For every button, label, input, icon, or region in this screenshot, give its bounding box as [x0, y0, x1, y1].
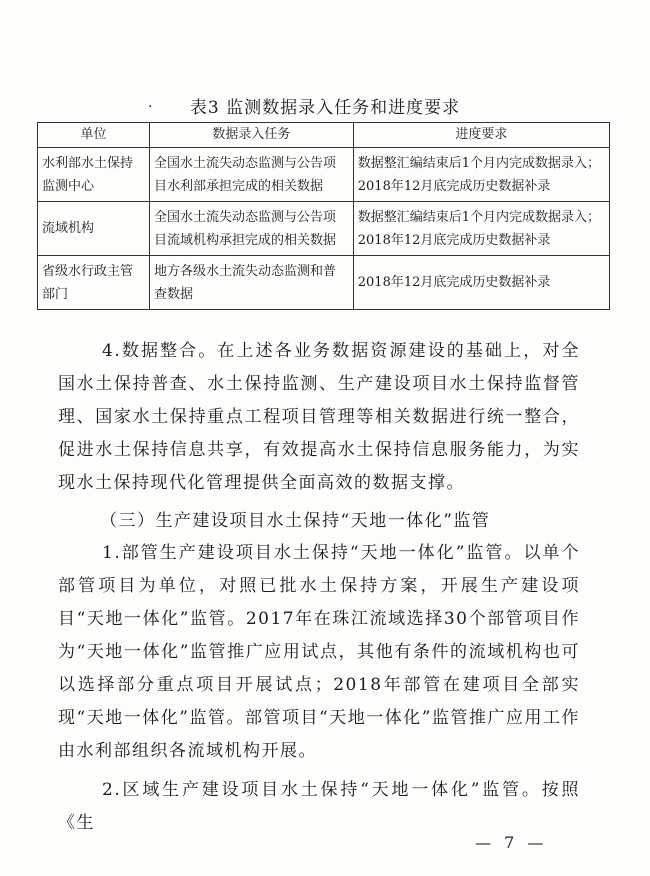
cell-task: 全国水土流失动态监测与公告项目水利部承担完成的相关数据 [149, 148, 353, 202]
table-row [38, 148, 610, 202]
paragraph-ministry-supervision: 1.部管生产建设项目水土保持“天地一体化”监管。以单个部管项目为单位，对照已批水土保持方案，开展生产建设项目“天地一体化”监管。2017年在珠江流域选择30个部管项目作为“天地一体化”监管推广应用试点，其他有条件的流域机构也可以选择部分重点项目开展试点；2018年部管在建项目全部实现“天地一体化”监管。部管项目“天地一体化”监管推广应用工作由水利部组织各流域机构开展。 [58, 543, 580, 761]
cell-task: 全国水土流失动态监测与公告项目流域机构承担完成的相关数据 [149, 202, 353, 256]
cell-unit: 水利部水土保持监测中心 [38, 148, 150, 202]
cell-progress: 数据整汇编结束后1个月内完成数据录入；2018年12月底完成历史数据补录 [353, 148, 609, 202]
cell-progress: 2018年12月底完成历史数据补录 [353, 256, 609, 310]
page-number: — 7 — [475, 833, 548, 852]
paragraph-data-integration: 4.数据整合。在上述各业务数据资源建设的基础上，对全国水土保持普查、水土保持监测、生产建设项目水土保持监督管理、国家水土保持重点工程项目管理等相关数据进行统一整合，促进水土保持信息共享，有效提高水土保持信息服务能力，为实现水土保持现代化管理提供全面高效的数据支撑。 [58, 341, 580, 493]
cell-progress: 数据整汇编结束后1个月内完成数据录入；2018年12月底完成历史数据补录 [353, 202, 609, 256]
table-caption: . 表3 监测数据录入任务和进度要求 [148, 95, 461, 118]
cell-unit: 省级水行政主管部门 [38, 256, 150, 310]
header-progress: 进度要求 [353, 123, 609, 148]
table-caption-text: 表3 监测数据录入任务和进度要求 [189, 98, 461, 118]
paragraph-regional-supervision: 2.区域生产建设项目水土保持“天地一体化”监管。按照《生 [58, 780, 580, 833]
cell-unit: 流域机构 [38, 202, 150, 256]
data-entry-table [37, 122, 610, 310]
header-unit: 单位 [38, 123, 150, 148]
table-row [38, 202, 610, 256]
section-heading: （三）生产建设项目水土保持“天地一体化”监管 [100, 511, 491, 531]
header-task: 数据录入任务 [149, 123, 353, 148]
cell-task: 地方各级水土流失动态监测和普查数据 [149, 256, 353, 310]
table-header-row [38, 123, 610, 148]
table-row [38, 256, 610, 310]
